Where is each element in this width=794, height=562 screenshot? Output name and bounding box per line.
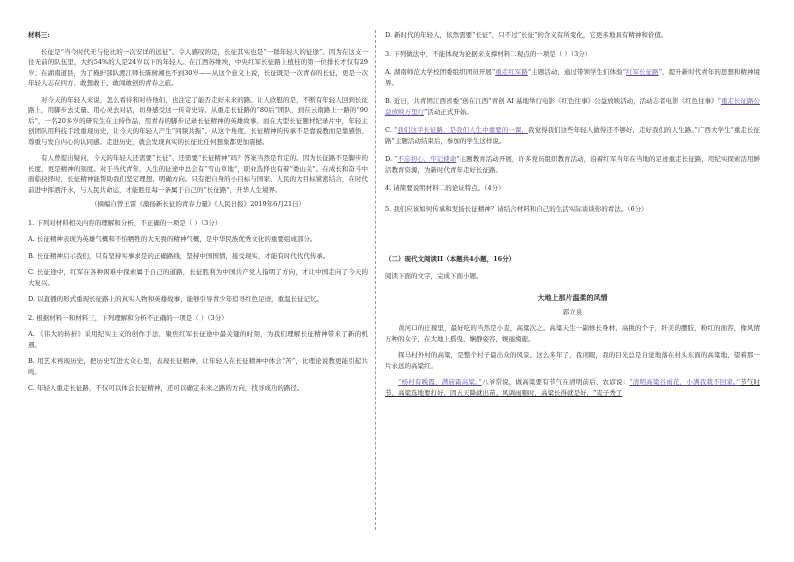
material-paragraph-1: 长征是“当今时代无与伦比的一次安详的远征”。令人感叹的是，长征其实也是“一群年轻人的征途”。因为在这支一往无前的队伍里，大约54%的人是24岁以下的年轻人。在江西苏维埃，中央红军长征路上植桂的第一位排长才仅有29岁；在湖南道县，为了掩护部队渡江师长陈树湘也不到30岁——从这个意义上说，长征既是一次青春的长征，更是一次年轻人志在四方、敢想敢干、敢闯敢创的青春之旅。 — [28, 47, 368, 87]
material-paragraph-2: 对今天的年轻人来说，怎么看待和对待他们，也注定了能否走好未来的路。让人欣慰的是，不断有年轻人回到长征路上，用脚步去丈量、用心灵去对话，切身感受这一传奇史诗。从重走长征路的“80后”团队，到在云南路上一路的“90后”，一名20多岁的研究生在主持作品，用青春的脚步记录长征精神的英雄故事。而在大型长征题材纪录片中，年轻主创团队用科技手段重现历史，让今天的年轻人产生“同频共振”。从这个角度，长征精神的传承不是靠说教而是靠感悟、尊重与发自内心的认同感。走进历史，就会发现真实的长征比任何想象都更加震撼。 — [28, 95, 368, 146]
question-2-option-a: A. 《伟大的转折》采用纪实主义的创作手法，聚焦红军长征途中最关键的时刻，为我们理解长征精神带来了新的机遇。 — [28, 330, 368, 349]
question-1-option-d: D. 以直播的形式重现长征路上的真实人物和英雄故事，能够引导青少年追寻红色足迹，重温长征记忆。 — [28, 295, 324, 303]
question-2: 2. 根据材料一和材料三，下列理解和分析不正确的一项是（ ）（3分） — [28, 313, 228, 322]
article-paragraph-2: 探马村外村的高粱，是整个村子最出众的风景。这么多年了，我闭眼，我的目光总是自觉地落在村头东面的高粱地，望着那一片永远的高粱红。 — [385, 351, 760, 370]
article-author: 郭立泉 — [562, 307, 583, 316]
material-heading: 材料三: — [28, 31, 50, 39]
question-2-option-c: C. 年轻人重走长征路，不仅可以体会长征精神，还可以确定未来之路的方向，找寻成功的路径。 — [28, 384, 304, 392]
question-3: 3. 下列做法中，不能体现为论据来支撑材料二观点的一项是（ ）（3分） — [385, 49, 592, 58]
left-column — [28, 30, 368, 394]
question-1: 1. 下列对材料相关内容的理解和分析，不正确的一项是（ ）（3分） — [28, 218, 222, 227]
question-4: 4. 请简要说明材料二的论证特点。（4分） — [385, 184, 505, 192]
question-3-option-c: C. “我们这半长征路，是我们人生中重要的一课，我觉得我们这些年轻人做得还不够好，走好我们的人生路。”广西大学生“重走长征路”主题活动结束后，参加的学生这样说。 — [385, 126, 760, 145]
question-3-option-d: D. “不忘初心，牢记使命”主题教育活动开展，许多党员组织教育活动，沿着红军当年在当地的足迹重走长征路，用纪实探索活用鲜活教育资源，为新时代青年走好长征路。 — [385, 155, 761, 174]
material-source: （摘编自曾王雷《激扬新长征的青春力量》《人民日报》2019年6月21日） — [90, 200, 306, 208]
question-5: 5. 我们应该如何传承和发扬长征精神？请结合材料和自己的生活实际谈谈你的看法。（6分） — [385, 204, 648, 213]
question-3-option-a: A. 湖南师范大学校团委组织团员开展“重走红军路”主题活动，通过带领学生们体验“红军长征路”，提升新时代青年的思想和精神境界。 — [385, 68, 761, 87]
question-2-option-b: B. 用艺术再现历史，把历史写进大众心里，表现长征精神，让年轻人在长征精神中体会“苦”，比理论说教更能引起共鸣。 — [28, 357, 368, 376]
article-paragraph-1: 黄河口的庄稼里，最好吃的当然是小麦，高粱次之。高粱天生一副修长身材，高挑的个子，纤美的腰肢，粉红的面容，像风情万种的女子，在大地上摇曳，娴静姿容，婉丽旖旎。 — [385, 324, 760, 343]
reading-instruction: 阅读下面的文字，完成下面小题。 — [385, 271, 483, 280]
section-heading: （二）现代文阅读II（本题共4小题，16分） — [385, 255, 516, 263]
material-paragraph-3: 有人曾提出疑问，今天的年轻人还需要“长征”、还需要“长征精神”吗？答案当然是肯定的。因为长征路不是脚步的长度，更是精神的刻度。对于当代青年，人生的征途中总会有“雪山草地”，职业选择也有着“娄山关”。在成长和奋斗中面临抉择时，长征精神能帮助我们坚定理想、明确方向。只有把自身的小目标与国家、人民的大目标紧密结合，在时代前进中挥洒汗水，与人民共命运，才能胜任每一条属于自己的“长征路”，升华人生境界。 — [28, 154, 368, 194]
article-paragraph-3: “杨村有晚霞，满庙霜高粱。”八爷常说，做高粱要有节气在清明前后、农谚说：“清明高粱谷雨花，小满我栽不回家。”节气时节，高粱选地要打好，因五天降就出苗。风调雨顺时，高粱长得就是好，“麦子秀了 — [385, 378, 760, 397]
question-1-option-a: A. 长征精神表现为英雄气概和不怕牺牲的大无畏的精神气概，是中华民族优秀文化的重要组成部分。 — [28, 235, 317, 243]
question-3-option-b: B. 近日，共青团江西省委“创在江西”青创 AI 基地举行电影《红色往事》公益放映活动，活动志者电影《红色往事》“重走长征路公益放映万里行”活动正式开始。 — [385, 97, 760, 116]
question-2-option-d: D. 新时代的年轻人，依然需要“长征”，只不过“长征”的含义有所变化，它更多地具有精神和价值。 — [385, 31, 668, 39]
article-title: 大地上那片温柔的风情 — [537, 293, 608, 302]
question-1-option-b: B. 长征精神启示我们，只有坚持实事求是的正确路线，坚持中国国情，接受现实，才能有时代代代传承。 — [28, 251, 330, 260]
right-column — [385, 30, 760, 398]
question-1-option-c: C. 长征途中，红军在各种困难中探索属于自己的道路，长征胜利为中国共产党人指明了方向，才让中国走向了今天的大复兴。 — [28, 268, 368, 287]
column-divider — [375, 30, 376, 530]
